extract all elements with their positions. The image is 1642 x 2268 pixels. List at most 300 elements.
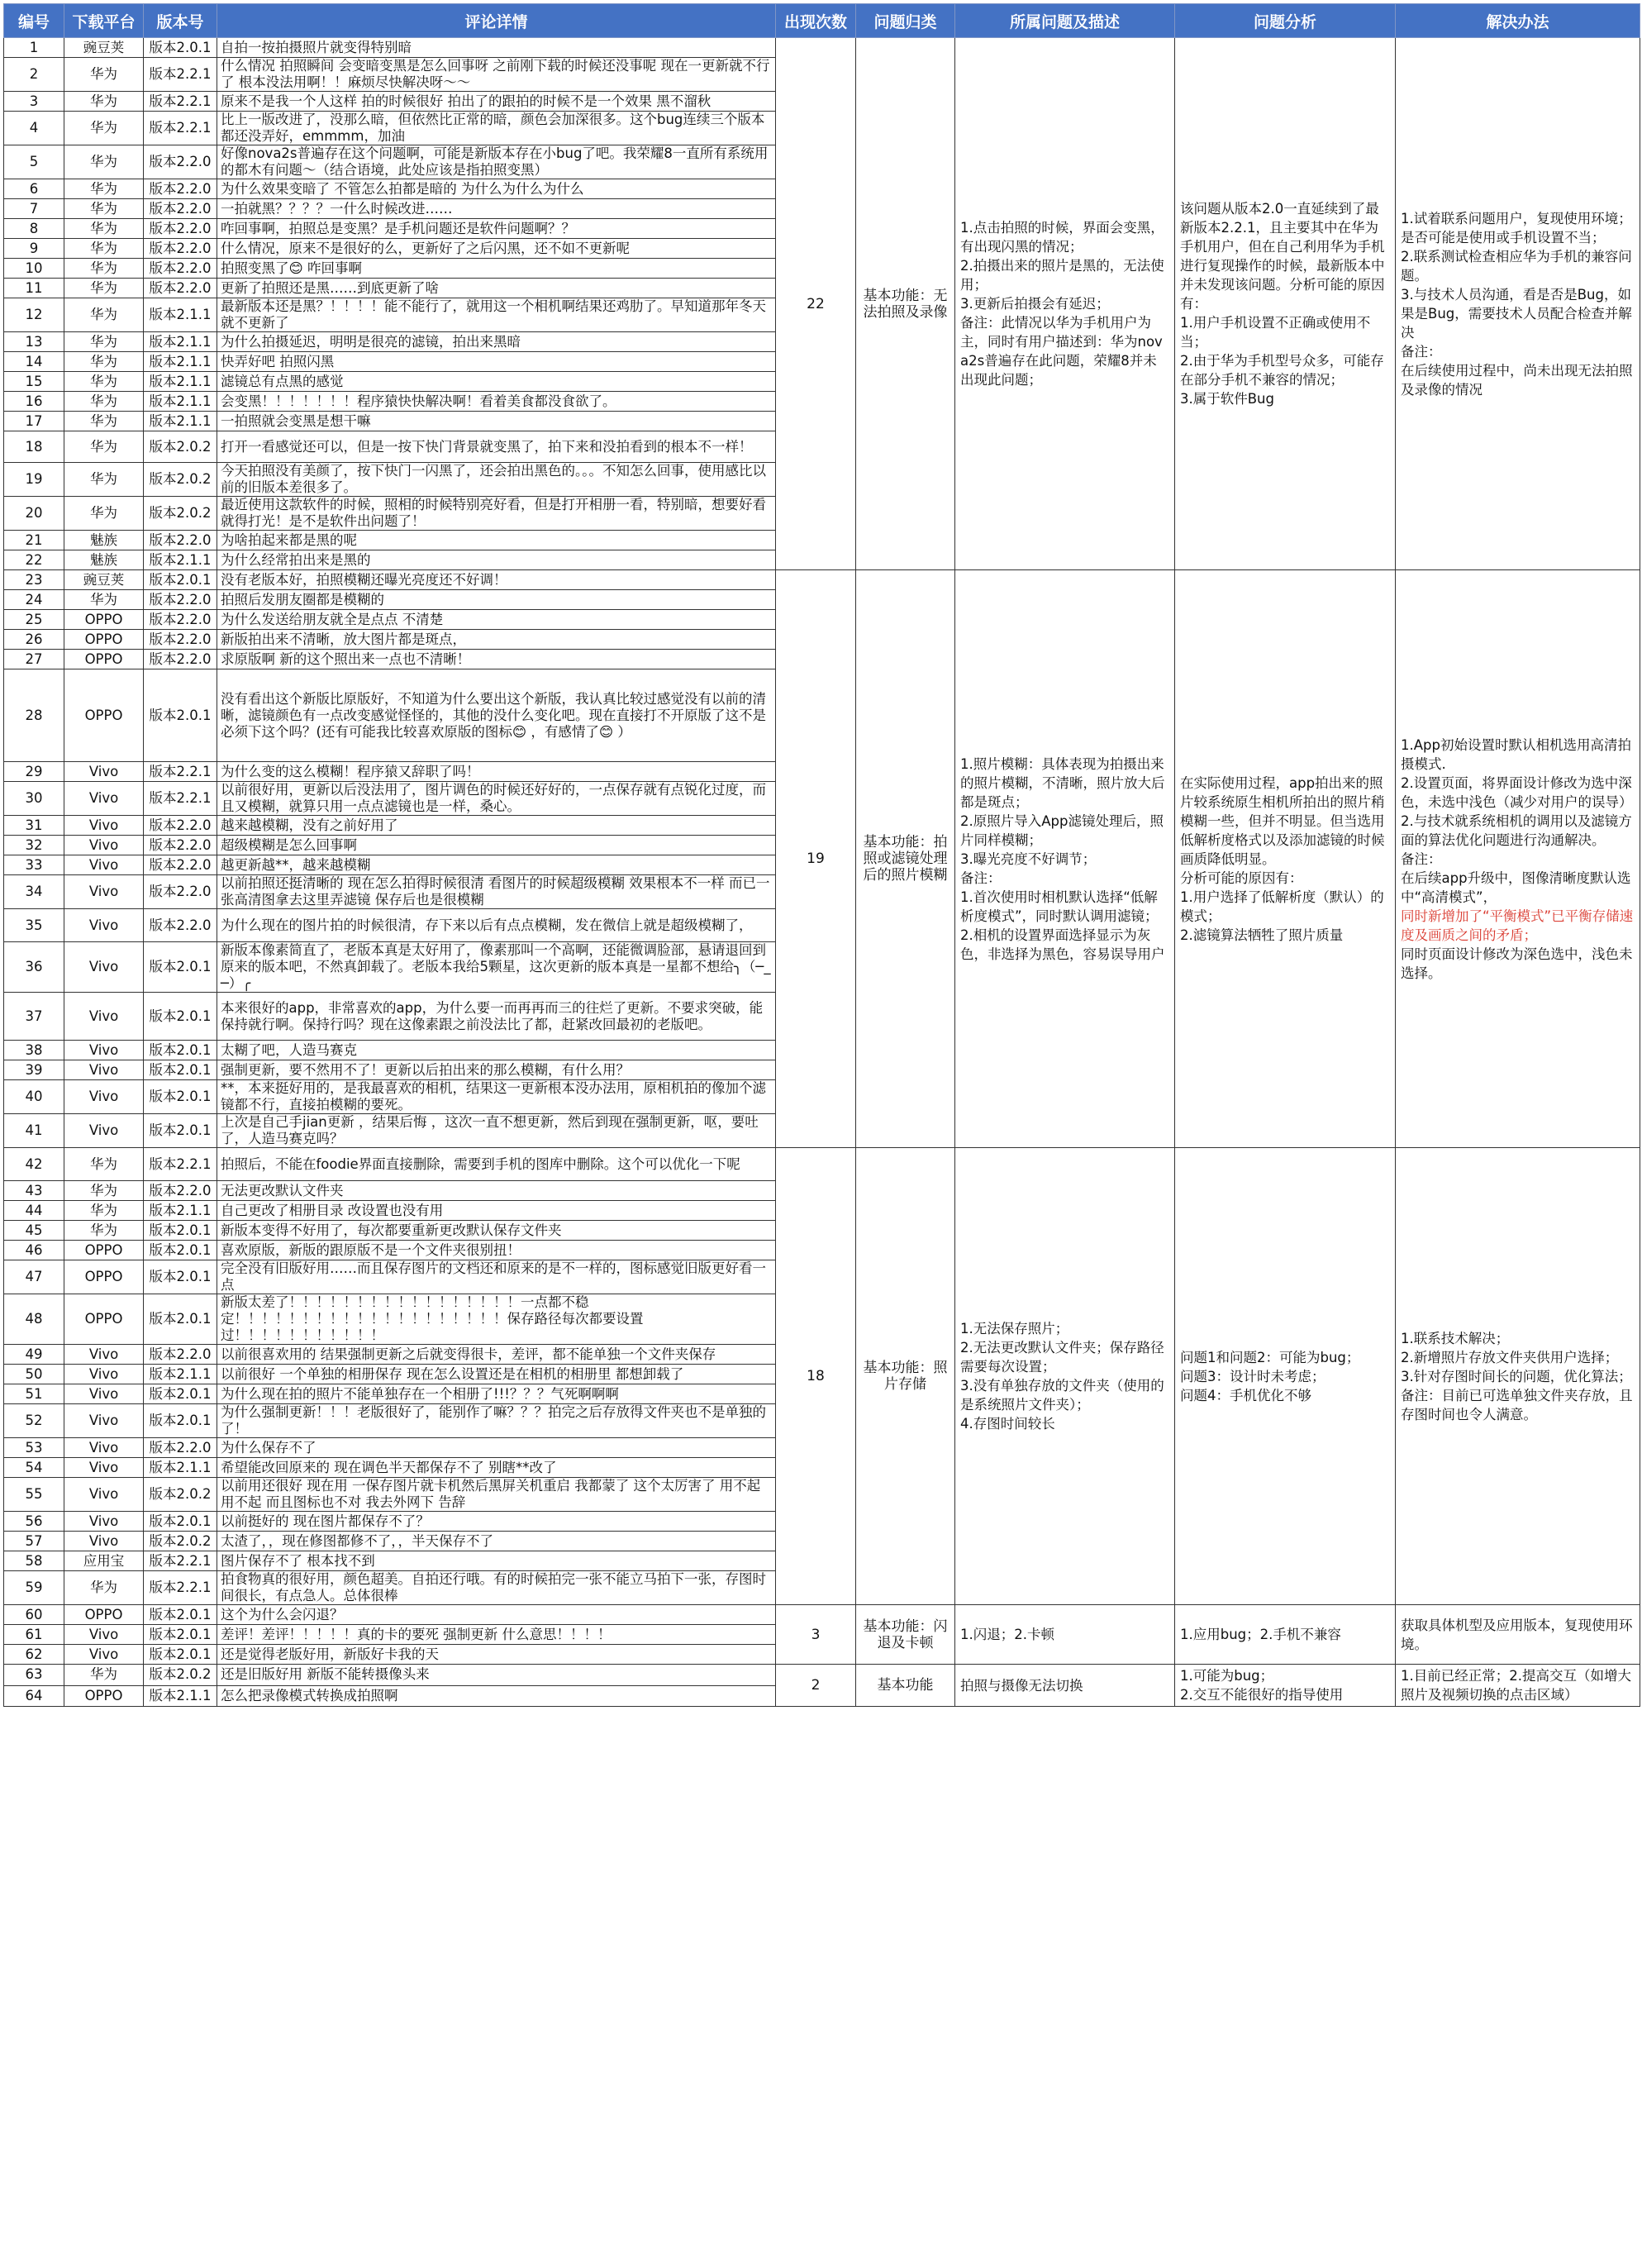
text-line: 1.用户选择了低解析度（默认）的模式；	[1180, 889, 1384, 924]
highlight-text: 同时新增加了“平衡模式”已平衡存储速度及画质之间的矛盾；	[1401, 908, 1634, 943]
row-platform: 华为	[64, 298, 144, 332]
row-id: 6	[4, 179, 64, 199]
row-version: 版本2.2.0	[144, 239, 217, 259]
row-platform: Vivo	[64, 1404, 144, 1438]
row-platform: 华为	[64, 497, 144, 531]
row-version: 版本2.1.1	[144, 550, 217, 570]
row-version: 版本2.2.0	[144, 650, 217, 669]
group-category: 基本功能：闪退及卡顿	[856, 1605, 955, 1665]
row-comment: 这个为什么会闪退？	[217, 1605, 776, 1625]
row-id: 37	[4, 993, 64, 1041]
feedback-table	[3, 3, 1640, 1707]
row-platform: OPPO	[64, 630, 144, 650]
row-version: 版本2.1.1	[144, 412, 217, 431]
row-id: 10	[4, 259, 64, 279]
row-platform: Vivo	[64, 836, 144, 855]
text-line: 1.首次使用时相机默认选择“低解析度模式”，同时默认调用滤镜；	[960, 889, 1159, 924]
text-line: 2.由于华为手机型号众多，可能存在部分手机不兼容的情况；	[1180, 353, 1384, 388]
row-platform: Vivo	[64, 816, 144, 836]
row-comment: 拍照后，不能在foodie界面直接删除，需要到手机的图库中删除。这个可以优化一下呢	[217, 1148, 776, 1181]
text-line: 3.更新后拍摄会有延迟；	[960, 296, 1110, 312]
row-version: 版本2.0.1	[144, 570, 217, 590]
row-platform: Vivo	[64, 1512, 144, 1532]
row-platform: Vivo	[64, 942, 144, 993]
row-platform: OPPO	[64, 669, 144, 762]
text-line: 1.试着联系问题用户，复现使用环境；是否可能是使用或手机设置不当；	[1401, 210, 1632, 245]
row-id: 25	[4, 610, 64, 630]
row-platform: 魅族	[64, 550, 144, 570]
row-id: 5	[4, 145, 64, 179]
row-comment: 打开一看感觉还可以，但是一按下快门背景就变黑了，拍下来和没拍看到的根本不一样！	[217, 431, 776, 463]
row-id: 18	[4, 431, 64, 463]
row-platform: OPPO	[64, 1294, 144, 1345]
row-id: 3	[4, 92, 64, 112]
group-analysis	[1175, 1148, 1396, 1605]
row-id: 2	[4, 58, 64, 92]
group-count: 3	[776, 1605, 856, 1665]
row-platform: Vivo	[64, 1345, 144, 1365]
row-id: 16	[4, 392, 64, 412]
row-version: 版本2.2.0	[144, 855, 217, 875]
row-version: 版本2.2.1	[144, 112, 217, 145]
group-count: 19	[776, 570, 856, 1148]
row-platform: Vivo	[64, 909, 144, 942]
row-platform: 华为	[64, 92, 144, 112]
row-id: 26	[4, 630, 64, 650]
row-id: 58	[4, 1551, 64, 1571]
text-line: 2.设置页面，将界面设计修改为选中深色，未选中浅色（减少对用户的误导）	[1401, 774, 1633, 810]
group-description	[955, 1148, 1175, 1605]
text-line: 3.针对存图时间长的问题，优化算法；	[1401, 1368, 1632, 1384]
row-platform: OPPO	[64, 650, 144, 669]
text-line: 1.用户手机设置不正确或使用不当；	[1180, 315, 1371, 350]
row-id: 9	[4, 239, 64, 259]
text-line: 1.目前已经正常；2.提高交互（如增大照片及视频切换的点击区域）	[1401, 1668, 1631, 1703]
text-line: 拍照与摄像无法切换	[960, 1677, 1083, 1694]
row-comment: **，本来挺好用的，是我最喜欢的相机，结果这一更新根本没办法用，原相机拍的像加个滤镜都不行，直接拍模糊的要死。	[217, 1080, 776, 1114]
row-platform: Vivo	[64, 1080, 144, 1114]
row-platform: 华为	[64, 112, 144, 145]
row-comment: 咋回事啊，拍照总是变黑？是手机问题还是软件问题啊？？	[217, 219, 776, 239]
row-platform: 华为	[64, 463, 144, 497]
row-comment: 以前很好 一个单独的相册保存 现在怎么设置还是在相机的相册里 都想卸载了	[217, 1365, 776, 1384]
col-header-version: 版本号	[144, 4, 217, 38]
row-version: 版本2.0.1	[144, 1404, 217, 1438]
text-line: 备注：	[1401, 850, 1442, 867]
text-line: 1.联系技术解决；	[1401, 1330, 1510, 1346]
group-category: 基本功能：拍照或滤镜处理后的照片模糊	[856, 570, 955, 1148]
row-version: 版本2.0.2	[144, 497, 217, 531]
row-platform: 华为	[64, 239, 144, 259]
row-version: 版本2.2.0	[144, 531, 217, 550]
text-line: 在实际使用过程，app拍出来的照片较系统原生相机所拍出的照片稍模糊一些，但并不明显。但当选用低解析度格式以及添加滤镜的时候画质降低明显。	[1180, 774, 1385, 867]
table-body	[4, 38, 1640, 1707]
group-solution	[1396, 1605, 1640, 1665]
text-line: 1.无法保存照片；	[960, 1321, 1069, 1336]
table-row	[4, 1665, 1640, 1686]
row-comment: 上次是自己手jian更新 ，结果后悔 ，这次一直不想更新，然后到现在强制更新，呕，要吐了，人造马赛克吗？	[217, 1114, 776, 1148]
row-platform: 华为	[64, 259, 144, 279]
row-id: 40	[4, 1080, 64, 1114]
row-comment: 什么情况，原来不是很好的么，更新好了之后闪黑，还不如不更新呢	[217, 239, 776, 259]
row-comment: 自拍一按拍摄照片就变得特别暗	[217, 38, 776, 58]
row-version: 版本2.1.1	[144, 392, 217, 412]
group-count: 22	[776, 38, 856, 570]
row-comment: 为什么经常拍出来是黑的	[217, 550, 776, 570]
row-id: 11	[4, 279, 64, 298]
group-solution	[1396, 38, 1640, 570]
row-platform: 华为	[64, 392, 144, 412]
row-id: 29	[4, 762, 64, 782]
row-comment: 拍食物真的很好用，颜色超美。自拍还行哦。有的时候拍完一张不能立马拍下一张，存图时间很长，有点急人。总体很棒	[217, 1571, 776, 1605]
row-id: 42	[4, 1148, 64, 1181]
group-analysis	[1175, 1665, 1396, 1707]
row-version: 版本2.2.0	[144, 145, 217, 179]
row-id: 45	[4, 1221, 64, 1241]
table-row	[4, 1148, 1640, 1181]
row-comment: 没有看出这个新版比原版好，不知道为什么要出这个新版，我认真比较过感觉没有以前的清晰，滤镜颜色有一点改变感觉怪怪的，其他的没什么变化吧。现在直接打不开原版了这不是必须下这个吗？(还有可能我比较喜欢原版的图标😊 ，有感情了😊 ）	[217, 669, 776, 762]
feedback-sheet	[3, 3, 1640, 1707]
row-version: 版本2.0.2	[144, 1478, 217, 1512]
row-version: 版本2.0.1	[144, 1221, 217, 1241]
row-platform: Vivo	[64, 1060, 144, 1080]
row-comment: 比上一版改进了，没那么暗，但依然比正常的暗，颜色会加深很多。这个bug连续三个版本都还没弄好，emmmm，加油	[217, 112, 776, 145]
row-platform: 华为	[64, 1221, 144, 1241]
row-comment: 为什么拍摄延迟，明明是很亮的滤镜，拍出来黑暗	[217, 332, 776, 352]
text-line: 在后续app升级中，图像清晰度默认选中“高清模式”，	[1401, 870, 1631, 905]
row-version: 版本2.2.0	[144, 590, 217, 610]
row-id: 38	[4, 1041, 64, 1060]
group-analysis	[1175, 570, 1396, 1148]
row-id: 64	[4, 1685, 64, 1707]
row-platform: Vivo	[64, 993, 144, 1041]
row-id: 28	[4, 669, 64, 762]
row-platform: 华为	[64, 412, 144, 431]
row-comment: 以前很喜欢用的 结果强制更新之后就变得很卡，差评，都不能单独一个文件夹保存	[217, 1345, 776, 1365]
text-line: 3.曝光亮度不好调节；	[960, 850, 1097, 867]
row-version: 版本2.0.1	[144, 1114, 217, 1148]
row-version: 版本2.0.1	[144, 942, 217, 993]
col-header-count: 出现次数	[776, 4, 856, 38]
text-line: 1.可能为bug；	[1180, 1668, 1274, 1684]
row-version: 版本2.2.0	[144, 179, 217, 199]
row-id: 54	[4, 1458, 64, 1478]
col-header-comment: 评论详情	[217, 4, 776, 38]
row-comment: 太糊了吧，人造马赛克	[217, 1041, 776, 1060]
text-line: 3.没有单独存放的文件夹（使用的是系统照片文件夹）；	[960, 1378, 1164, 1413]
row-platform: 华为	[64, 179, 144, 199]
row-id: 41	[4, 1114, 64, 1148]
row-id: 43	[4, 1181, 64, 1201]
text-line: 分析可能的原因有：	[1180, 870, 1303, 886]
text-line: 1.App初始设置时默认相机选用高清拍摄模式.	[1401, 736, 1631, 772]
row-comment: 拍照后发朋友圈都是模糊的	[217, 590, 776, 610]
row-version: 版本2.0.2	[144, 1532, 217, 1551]
row-id: 31	[4, 816, 64, 836]
text-line: 3.与技术人员沟通，看是否是Bug，如果是Bug，需要技术人员配合检查并解决	[1401, 286, 1632, 341]
row-version: 版本2.2.0	[144, 279, 217, 298]
row-comment: 图片保存不了 根本找不到	[217, 1551, 776, 1571]
text-line: 问题4：手机优化不够	[1180, 1387, 1311, 1403]
row-platform: 华为	[64, 1571, 144, 1605]
table-row	[4, 38, 1640, 58]
row-version: 版本2.0.1	[144, 1605, 217, 1625]
row-id: 27	[4, 650, 64, 669]
row-platform: Vivo	[64, 855, 144, 875]
row-id: 61	[4, 1625, 64, 1645]
text-line: 备注：	[1401, 343, 1442, 360]
row-platform: Vivo	[64, 762, 144, 782]
col-header-description: 所属问题及描述	[955, 4, 1175, 38]
row-comment: 最近使用这款软件的时候，照相的时候特别亮好看，但是打开相册一看，特别暗，想要好看就得打光！是不是软件出问题了！	[217, 497, 776, 531]
row-version: 版本2.2.0	[144, 1438, 217, 1458]
row-version: 版本2.2.0	[144, 259, 217, 279]
row-platform: 华为	[64, 1148, 144, 1181]
row-version: 版本2.0.1	[144, 1384, 217, 1404]
group-count: 2	[776, 1665, 856, 1707]
text-line: 4.存图时间较长	[960, 1416, 1055, 1432]
row-version: 版本2.1.1	[144, 1458, 217, 1478]
row-comment: 强制更新，要不然用不了！更新以后拍出来的那么模糊，有什么用？	[217, 1060, 776, 1080]
text-line: 在后续使用过程中，尚未出现无法拍照及录像的情况	[1401, 362, 1633, 398]
row-id: 1	[4, 38, 64, 58]
row-id: 8	[4, 219, 64, 239]
row-version: 版本2.0.1	[144, 38, 217, 58]
col-header-analysis: 问题分析	[1175, 4, 1396, 38]
group-category: 基本功能：照片存储	[856, 1148, 955, 1605]
row-id: 34	[4, 875, 64, 909]
row-platform: OPPO	[64, 1260, 144, 1294]
row-id: 13	[4, 332, 64, 352]
row-comment: 为什么效果变暗了 不管怎么拍都是暗的 为什么为什么为什么	[217, 179, 776, 199]
group-solution	[1396, 1148, 1640, 1605]
row-version: 版本2.1.1	[144, 1685, 217, 1707]
row-platform: 华为	[64, 372, 144, 392]
row-comment: 还是觉得老版好用，新版好卡我的天	[217, 1645, 776, 1665]
row-comment: 最新版本还是黑？！！！！能不能行了，就用这一个相机啊结果还鸡肋了。早知道那年冬天就不更新了	[217, 298, 776, 332]
row-comment: 新版拍出来不清晰，放大图片都是斑点，	[217, 630, 776, 650]
row-version: 版本2.1.1	[144, 1201, 217, 1221]
row-version: 版本2.0.1	[144, 1060, 217, 1080]
row-comment: 为啥拍起来都是黑的呢	[217, 531, 776, 550]
row-id: 35	[4, 909, 64, 942]
text-line: 备注：此情况以华为手机用户为主，同时有用户描述到：华为nova2s普遍存在此问题，荣耀8并未出现此问题；	[960, 315, 1163, 388]
row-comment: 为什么发送给朋友就全是点点 不清楚	[217, 610, 776, 630]
group-description	[955, 38, 1175, 570]
row-version: 版本2.2.0	[144, 610, 217, 630]
row-version: 版本2.0.2	[144, 1665, 217, 1686]
group-count: 18	[776, 1148, 856, 1605]
row-platform: Vivo	[64, 782, 144, 816]
row-id: 23	[4, 570, 64, 590]
row-platform: 豌豆荚	[64, 38, 144, 58]
row-version: 版本2.1.1	[144, 1365, 217, 1384]
row-version: 版本2.0.1	[144, 1645, 217, 1665]
text-line: 2.联系测试检查相应华为手机的兼容问题。	[1401, 248, 1632, 284]
text-line: 备注：	[960, 870, 1002, 886]
group-description	[955, 1665, 1175, 1707]
row-comment: 今天拍照没有美颜了，按下快门一闪黑了，还会拍出黑色的。。。不知怎么回事，使用感比以前的旧版本差很多了。	[217, 463, 776, 497]
row-version: 版本2.0.1	[144, 1241, 217, 1260]
row-id: 32	[4, 836, 64, 855]
text-line: 2.交互不能很好的指导使用	[1180, 1687, 1344, 1703]
row-version: 版本2.0.2	[144, 463, 217, 497]
row-comment: 还是旧版好用 新版不能转摄像头来	[217, 1665, 776, 1686]
row-id: 53	[4, 1438, 64, 1458]
row-comment: 会变黑！！！！！！！程序猿快快解决啊！看着美食都没食欲了。	[217, 392, 776, 412]
row-platform: OPPO	[64, 610, 144, 630]
row-platform: 华为	[64, 431, 144, 463]
row-comment: 自己更改了相册目录 改设置也没有用	[217, 1201, 776, 1221]
row-version: 版本2.0.1	[144, 669, 217, 762]
row-id: 14	[4, 352, 64, 372]
row-platform: 华为	[64, 219, 144, 239]
row-id: 57	[4, 1532, 64, 1551]
row-version: 版本2.1.1	[144, 332, 217, 352]
table-row	[4, 1605, 1640, 1625]
row-platform: Vivo	[64, 1645, 144, 1665]
row-id: 22	[4, 550, 64, 570]
row-platform: Vivo	[64, 1438, 144, 1458]
row-version: 版本2.0.1	[144, 1625, 217, 1645]
row-comment: 无法更改默认文件夹	[217, 1181, 776, 1201]
row-version: 版本2.2.1	[144, 1148, 217, 1181]
row-platform: Vivo	[64, 1365, 144, 1384]
row-comment: 希望能改回原来的 现在调色半天都保存不了 别瞎**改了	[217, 1458, 776, 1478]
group-description	[955, 1605, 1175, 1665]
row-comment: 新版本像素简直了，老版本真是太好用了，像素那叫一个高啊，还能微调脸部，悬请退回到原来的版本吧，不然真卸载了。老版本我给5颗星，这次更新的版本真是一星都不想给╮（─_─）╭	[217, 942, 776, 993]
row-comment: 喜欢原版，新版的跟原版不是一个文件夹很别扭！	[217, 1241, 776, 1260]
row-comment: 以前很好用，更新以后没法用了，图片调色的时候还好好的，一点保存就有点锐化过度，而且又模糊，就算只用一点点滤镜也是一样，桑心。	[217, 782, 776, 816]
row-comment: 为什么变的这么模糊！程序猿又辞职了吗！	[217, 762, 776, 782]
row-platform: 华为	[64, 590, 144, 610]
text-line: 2.滤镜算法牺牲了照片质量	[1180, 927, 1344, 943]
row-comment: 以前挺好的 现在图片都保存不了？	[217, 1512, 776, 1532]
row-id: 51	[4, 1384, 64, 1404]
row-comment: 越更新越**，越来越模糊	[217, 855, 776, 875]
row-comment: 完全没有旧版好用……而且保存图片的文档还和原来的是不一样的，图标感觉旧版更好看一点	[217, 1260, 776, 1294]
row-version: 版本2.0.1	[144, 993, 217, 1041]
row-id: 59	[4, 1571, 64, 1605]
group-solution	[1396, 570, 1640, 1148]
group-category: 基本功能：无法拍照及录像	[856, 38, 955, 570]
row-id: 50	[4, 1365, 64, 1384]
row-version: 版本2.2.0	[144, 1181, 217, 1201]
col-header-solution: 解决办法	[1396, 4, 1640, 38]
row-platform: 华为	[64, 279, 144, 298]
row-comment: 太渣了，，现在修图都修不了，，半天保存不了	[217, 1532, 776, 1551]
row-version: 版本2.2.0	[144, 875, 217, 909]
text-line: 该问题从版本2.0一直延续到了最新版本2.2.1，且主要其中在华为手机用户，但在自己利用华为手机进行复现操作的时候，最新版本中并未发现该问题。分析可能的原因有：	[1180, 201, 1385, 312]
row-comment: 没有老版本好，拍照模糊还曝光亮度还不好调！	[217, 570, 776, 590]
text-line: 问题3：设计时未考虑；	[1180, 1368, 1325, 1384]
row-platform: 华为	[64, 199, 144, 219]
row-version: 版本2.2.1	[144, 762, 217, 782]
row-platform: 华为	[64, 1665, 144, 1686]
row-id: 4	[4, 112, 64, 145]
row-id: 30	[4, 782, 64, 816]
row-version: 版本2.1.1	[144, 352, 217, 372]
row-comment: 新版太差了！！！！！！！！！！！！！！！！！一点都不稳定！！！！！！！！！！！！！！！！！！！！保存路径每次都要设置过！！！！！！！！！！！	[217, 1294, 776, 1345]
text-line: 3.属于软件Bug	[1180, 391, 1274, 407]
group-category: 基本功能	[856, 1665, 955, 1707]
text-line: 2.相机的设置界面选择显示为灰色，非选择为黑色，容易误导用户	[960, 927, 1165, 962]
row-version: 版本2.0.1	[144, 1294, 217, 1345]
row-comment: 怎么把录像模式转换成拍照啊	[217, 1685, 776, 1707]
group-solution	[1396, 1665, 1640, 1707]
row-comment: 为什么保存不了	[217, 1438, 776, 1458]
row-comment: 越来越模糊，没有之前好用了	[217, 816, 776, 836]
row-id: 12	[4, 298, 64, 332]
table-row	[4, 570, 1640, 590]
text-line: 1.照片模糊：具体表现为拍摄出来的照片模糊，不清晰，照片放大后都是斑点；	[960, 755, 1165, 810]
row-version: 版本2.2.1	[144, 58, 217, 92]
row-version: 版本2.2.0	[144, 1345, 217, 1365]
text-line: 获取具体机型及应用版本，复现使用环境。	[1401, 1617, 1633, 1652]
row-comment: 更新了拍照还是黑……到底更新了啥	[217, 279, 776, 298]
text-line: 问题1和问题2：可能为bug；	[1180, 1349, 1360, 1365]
row-id: 48	[4, 1294, 64, 1345]
text-line: 2.拍摄出来的照片是黑的，无法使用；	[960, 258, 1164, 293]
row-platform: Vivo	[64, 1384, 144, 1404]
row-platform: OPPO	[64, 1241, 144, 1260]
row-version: 版本2.2.0	[144, 909, 217, 942]
row-version: 版本2.0.1	[144, 1041, 217, 1060]
row-platform: Vivo	[64, 875, 144, 909]
row-id: 33	[4, 855, 64, 875]
row-platform: Vivo	[64, 1625, 144, 1645]
row-id: 36	[4, 942, 64, 993]
row-comment: 以前拍照还挺清晰的 现在怎么拍得时候很清 看图片的时候超级模糊 效果根本不一样 而已一张高清图拿去这里弄滤镜 保存后也是很模糊	[217, 875, 776, 909]
text-line: 备注：目前已可选单独文件夹存放，且存图时间也令人满意。	[1401, 1387, 1633, 1422]
row-version: 版本2.1.1	[144, 298, 217, 332]
row-comment: 一拍照就会变黑是想干嘛	[217, 412, 776, 431]
row-version: 版本2.0.1	[144, 1260, 217, 1294]
row-platform: Vivo	[64, 1478, 144, 1512]
row-version: 版本2.0.2	[144, 431, 217, 463]
row-platform: Vivo	[64, 1114, 144, 1148]
row-id: 55	[4, 1478, 64, 1512]
row-version: 版本2.1.1	[144, 372, 217, 392]
row-version: 版本2.2.1	[144, 92, 217, 112]
row-comment: 差评！差评！！！！！真的卡的要死 强制更新 什么意思！！！！	[217, 1625, 776, 1645]
row-id: 39	[4, 1060, 64, 1080]
row-platform: OPPO	[64, 1605, 144, 1625]
row-version: 版本2.0.1	[144, 1512, 217, 1532]
row-version: 版本2.2.0	[144, 630, 217, 650]
row-platform: 魅族	[64, 531, 144, 550]
text-line: 同时页面设计修改为深色选中，浅色未选择。	[1401, 946, 1633, 981]
row-version: 版本2.2.1	[144, 1571, 217, 1605]
row-id: 15	[4, 372, 64, 392]
row-version: 版本2.2.0	[144, 836, 217, 855]
row-platform: 华为	[64, 332, 144, 352]
group-analysis	[1175, 38, 1396, 570]
row-comment: 好像nova2s普遍存在这个问题啊，可能是新版本存在小bug了吧。我荣耀8一直所有系统用的都木有问题～（结合语境，此处应该是指拍照变黑）	[217, 145, 776, 179]
row-comment: 什么情况 拍照瞬间 会变暗变黑是怎么回事呀 之前刚下载的时候还没事呢 现在一更新就不行了 根本没法用啊！！麻烦尽快解决呀～～	[217, 58, 776, 92]
row-platform: OPPO	[64, 1685, 144, 1707]
row-platform: Vivo	[64, 1041, 144, 1060]
row-comment: 为什么现在拍的照片不能单独存在一个相册了!!!？？？气死啊啊啊	[217, 1384, 776, 1404]
text-line: 2.新增照片存放文件夹供用户选择；	[1401, 1349, 1619, 1365]
row-platform: Vivo	[64, 1532, 144, 1551]
row-platform: 华为	[64, 1181, 144, 1201]
row-id: 63	[4, 1665, 64, 1686]
group-analysis	[1175, 1605, 1396, 1665]
text-line: 1.点击拍照的时候，界面会变黑，有出现闪黑的情况；	[960, 220, 1164, 255]
row-id: 49	[4, 1345, 64, 1365]
row-id: 44	[4, 1201, 64, 1221]
